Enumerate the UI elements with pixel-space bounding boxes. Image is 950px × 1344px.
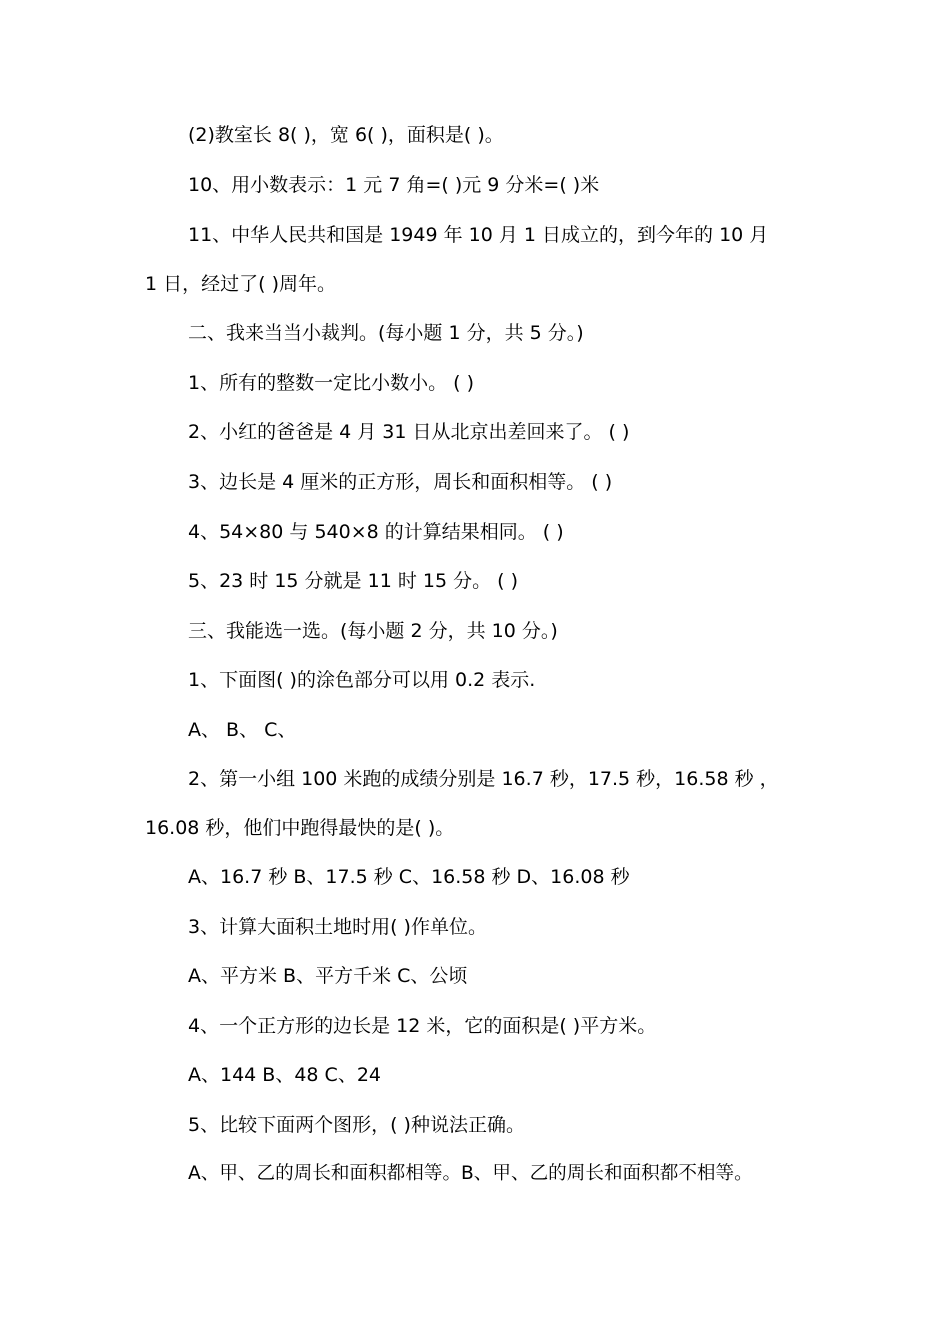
- choice-3-options: A、平方米 B、平方千米 C、公顷: [188, 965, 468, 987]
- question-10: 10、用小数表示：1 元 7 角=( )元 9 分米=( )米: [188, 174, 600, 196]
- judge-item-2: 2、小红的爸爸是 4 月 31 日从北京出差回来了。 ( ): [188, 421, 630, 443]
- choice-4-options: A、144 B、48 C、24: [188, 1064, 381, 1086]
- choice-question-2-line-1: 2、第一小组 100 米跑的成绩分别是 16.7 秒，17.5 秒，16.58 秒 ，: [188, 768, 779, 790]
- judge-item-3: 3、边长是 4 厘米的正方形，周长和面积相等。 ( ): [188, 471, 613, 493]
- section-3-heading: 三、我能选一选。(每小题 2 分，共 10 分。): [188, 620, 558, 642]
- choice-question-3: 3、计算大面积土地时用( )作单位。: [188, 916, 487, 938]
- judge-item-4: 4、54×80 与 540×8 的计算结果相同。 ( ): [188, 521, 564, 543]
- choice-2-options: A、16.7 秒 B、17.5 秒 C、16.58 秒 D、16.08 秒: [188, 866, 630, 888]
- section-2-heading: 二、我来当当小裁判。(每小题 1 分，共 5 分。): [188, 322, 584, 344]
- choice-5-options: A、甲、乙的周长和面积都相等。B、甲、乙的周长和面积都不相等。: [188, 1163, 753, 1184]
- choice-question-2-line-2: 16.08 秒，他们中跑得最快的是( )。: [145, 817, 455, 839]
- question-2-classroom: (2)教室长 8( )，宽 6( )，面积是( )。: [188, 124, 504, 146]
- question-11-line-2: 1 日，经过了( )周年。: [145, 273, 336, 295]
- judge-item-1: 1、所有的整数一定比小数小。 ( ): [188, 372, 474, 394]
- question-11-line-1: 11、中华人民共和国是 1949 年 10 月 1 日成立的，到今年的 10 月: [188, 224, 769, 246]
- choice-question-4: 4、一个正方形的边长是 12 米，它的面积是( )平方米。: [188, 1015, 657, 1037]
- judge-item-5: 5、23 时 15 分就是 11 时 15 分。 ( ): [188, 570, 518, 592]
- choice-1-options: A、 B、 C、: [188, 719, 297, 741]
- choice-question-1: 1、下面图( )的涂色部分可以用 0.2 表示.: [188, 669, 536, 691]
- choice-question-5: 5、比较下面两个图形，( )种说法正确。: [188, 1114, 525, 1136]
